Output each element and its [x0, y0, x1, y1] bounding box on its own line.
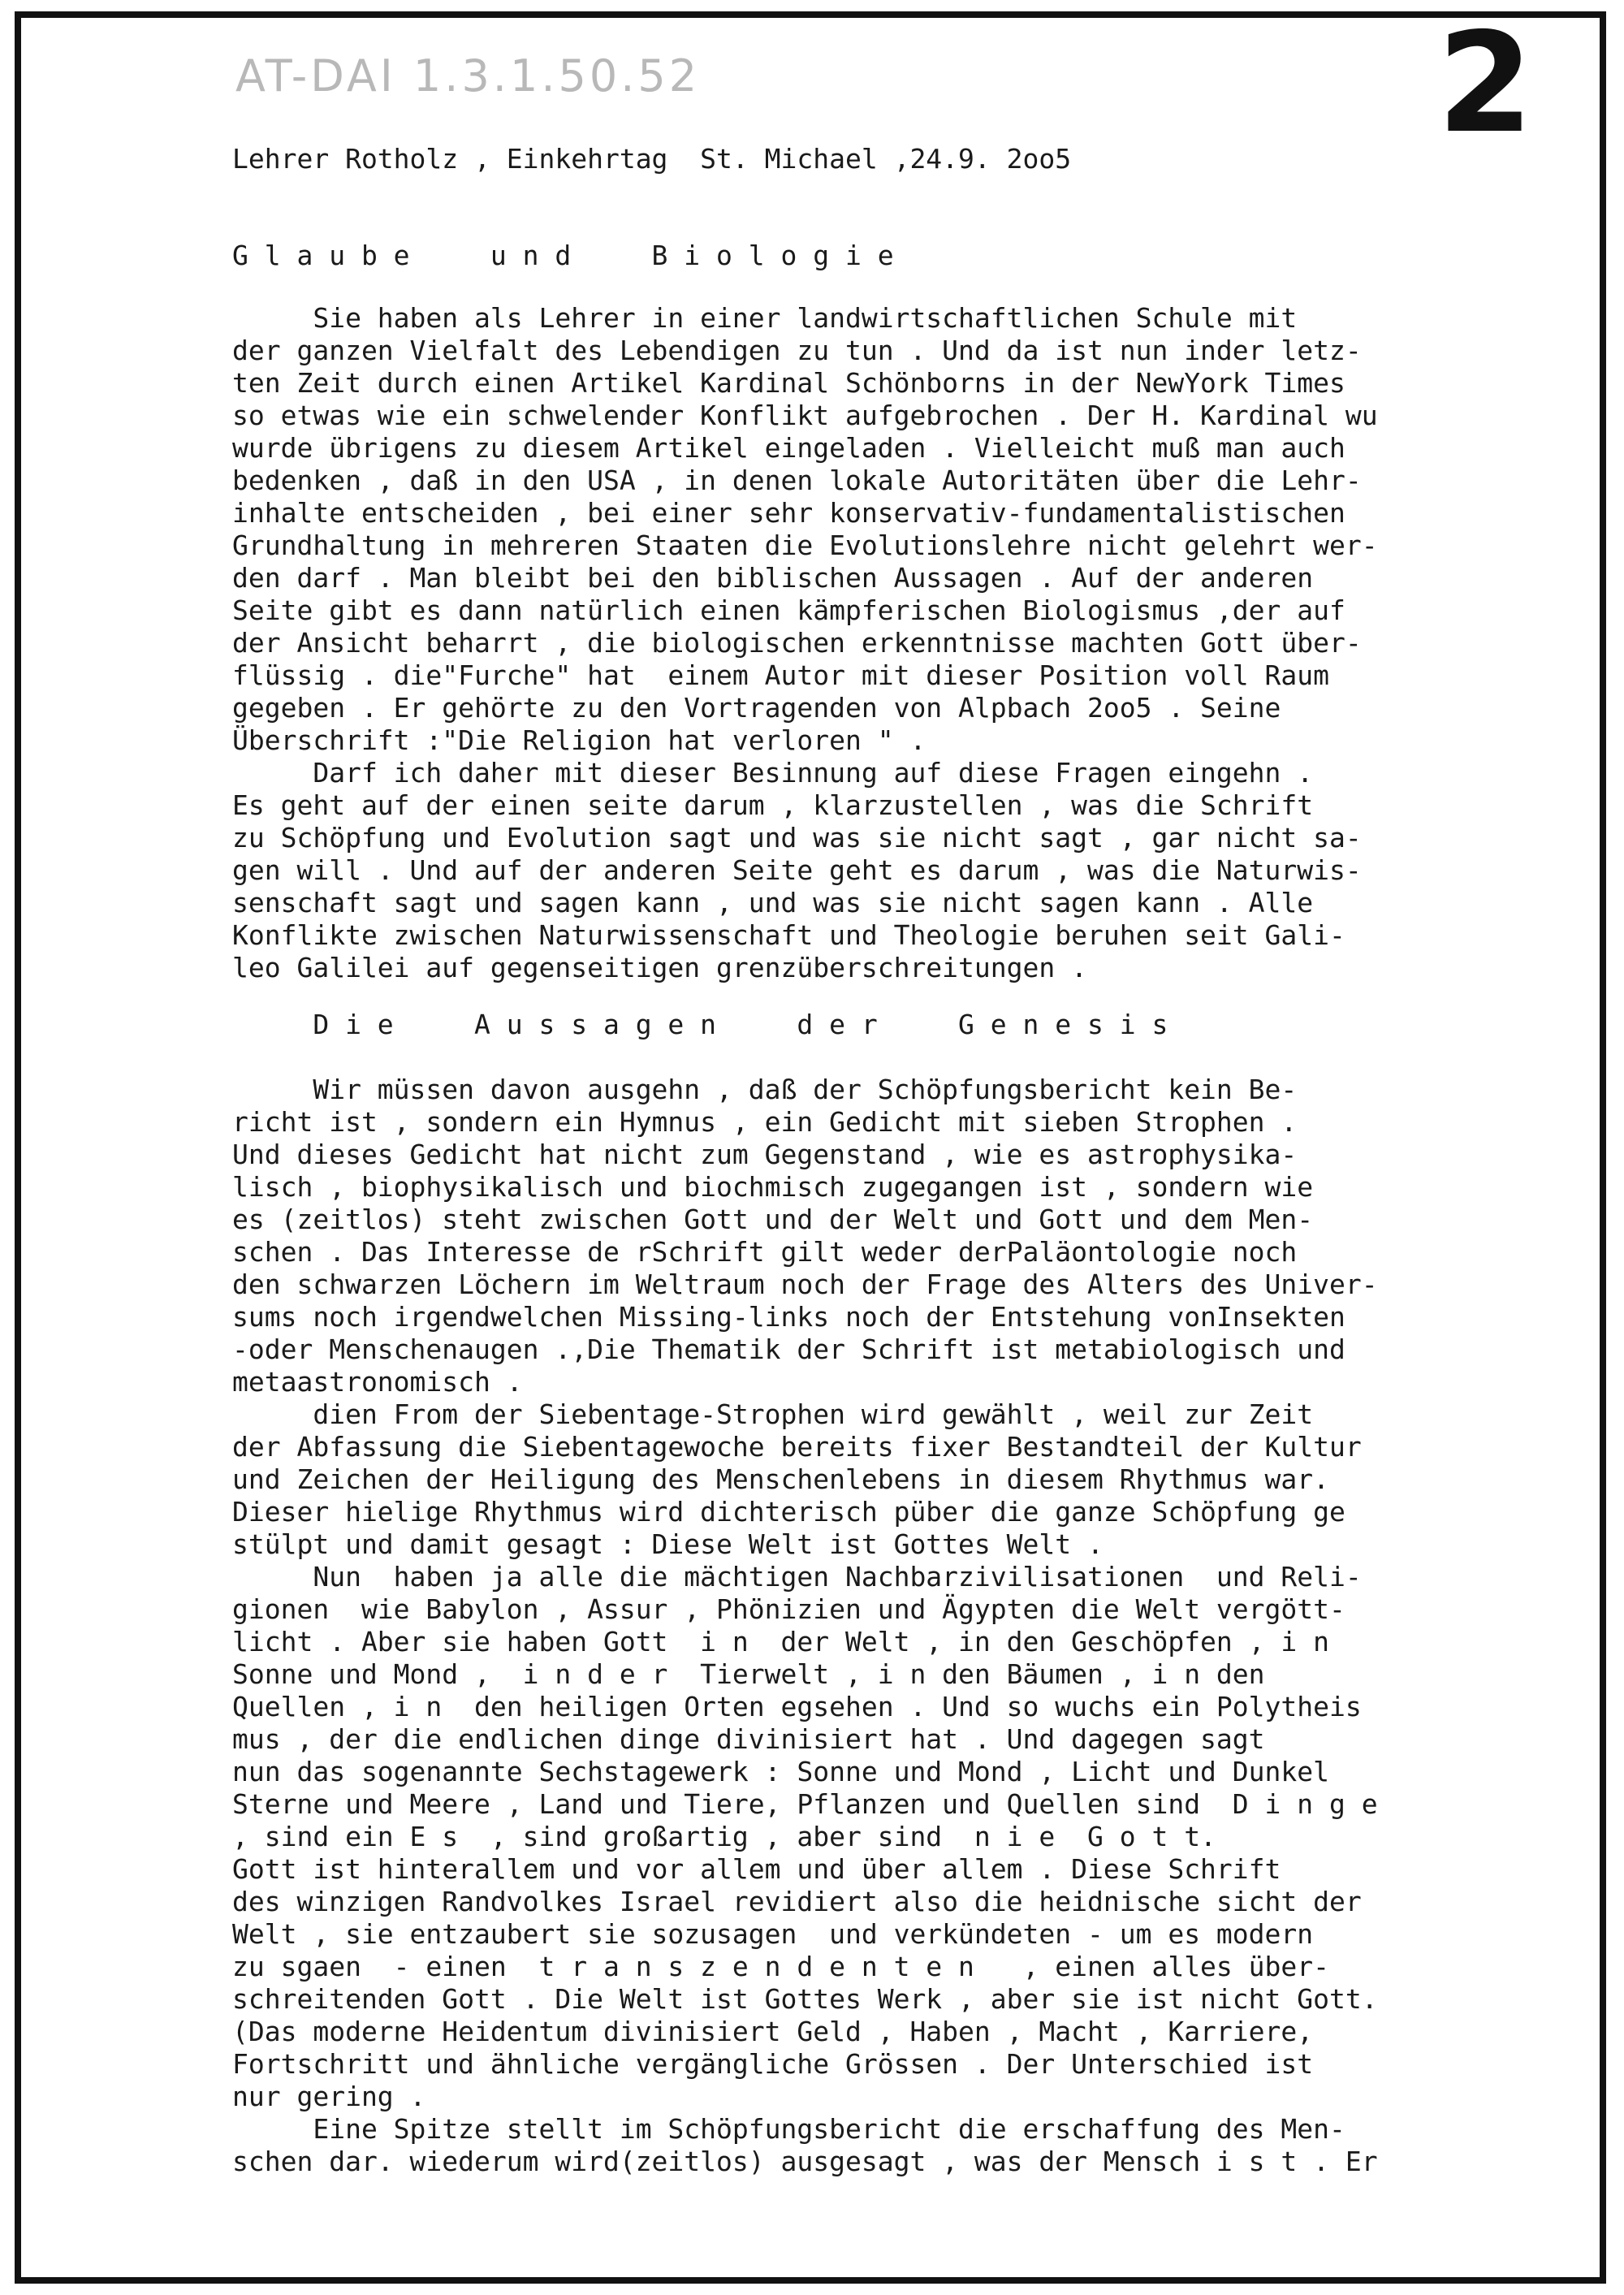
text-line: Sonne und Mond , i n d e r Tierwelt , i n den Bäumen , i n den	[232, 1658, 1265, 1690]
text-line: inhalte entscheiden , bei einer sehr konservativ-fundamentalistischen	[232, 497, 1345, 529]
text-line: Konflikte zwischen Naturwissenschaft und Theologie beruhen seit Gali-	[232, 919, 1345, 951]
text-line: den schwarzen Löchern im Weltraum noch der Frage des Alters des Univer-	[232, 1269, 1378, 1300]
text-line: bedenken , daß in den USA , in denen lokale Autoritäten über die Lehr-	[232, 465, 1362, 496]
text-line: Grundhaltung in mehreren Staaten die Evolutionslehre nicht gelehrt wer-	[232, 529, 1378, 561]
text-line: Fortschritt und ähnliche vergängliche Grössen . Der Unterschied ist	[232, 2048, 1314, 2080]
page-number: 2	[1437, 3, 1534, 164]
text-line: und Zeichen der Heiligung des Menschenlebens in diesem Rhythmus war.	[232, 1463, 1330, 1495]
section-1-body	[232, 302, 1378, 984]
text-line: -oder Menschenaugen .,Die Thematik der Schrift ist metabiologisch und	[232, 1333, 1345, 1365]
text-line: zu sgaen - einen t r a n s z e n d e n t e n , einen alles über-	[232, 1951, 1330, 1982]
section-2-heading: D i e A u s s a g e n d e r G e n e s i s	[232, 1009, 1168, 1040]
text-line: sums noch irgendwelchen Missing-links noch der Entstehung vonInsekten	[232, 1301, 1345, 1333]
text-line: , sind ein E s , sind großartig , aber sind n i e G o t t.	[232, 1821, 1216, 1852]
text-line: der Ansicht beharrt , die biologischen erkenntnisse machten Gott über-	[232, 627, 1362, 659]
text-line: dien From der Siebentage-Strophen wird gewählt , weil zur Zeit	[232, 1398, 1314, 1430]
text-line: ten Zeit durch einen Artikel Kardinal Schönborns in der NewYork Times	[232, 367, 1345, 399]
text-line: Sterne und Meere , Land und Tiere, Pflanzen und Quellen sind D i n g e	[232, 1788, 1378, 1820]
text-line: gegeben . Er gehörte zu den Vortragenden von Alpbach 2oo5 . Seine	[232, 692, 1281, 724]
text-line: Es geht auf der einen seite darum , klarzustellen , was die Schrift	[232, 789, 1314, 821]
text-line: (Das moderne Heidentum divinisiert Geld , Haben , Macht , Karriere,	[232, 2016, 1314, 2047]
text-line: schen dar. wiederum wird(zeitlos) ausgesagt , was der Mensch i s t . Er	[232, 2146, 1378, 2177]
text-line: richt ist , sondern ein Hymnus , ein Gedicht mit sieben Strophen .	[232, 1106, 1298, 1138]
text-line: mus , der die endlichen dinge divinisiert hat . Und dagegen sagt	[232, 1723, 1265, 1755]
text-line: Darf ich daher mit dieser Besinnung auf diese Fragen eingehn .	[232, 757, 1314, 789]
text-line: Nun haben ja alle die mächtigen Nachbarzivilisationen und Reli-	[232, 1561, 1362, 1593]
archive-signature-mark: AT-DAI 1.3.1.50.52	[235, 50, 701, 102]
text-line: Welt , sie entzaubert sie sozusagen und verkündeten - um es modern	[232, 1918, 1314, 1950]
text-line: leo Galilei auf gegenseitigen grenzüberschreitungen .	[232, 952, 1087, 983]
text-line: wurde übrigens zu diesem Artikel eingeladen . Vielleicht muß man auch	[232, 432, 1345, 464]
text-line: lisch , biophysikalisch und biochmisch zugegangen ist , sondern wie	[232, 1171, 1314, 1203]
text-line: Eine Spitze stellt im Schöpfungsbericht die erschaffung des Men-	[232, 2113, 1345, 2145]
text-line: Überschrift :"Die Religion hat verloren " .	[232, 724, 926, 756]
text-line: Quellen , i n den heiligen Orten egsehen . Und so wuchs ein Polytheis	[232, 1691, 1362, 1722]
text-line: Dieser hielige Rhythmus wird dichterisch püber die ganze Schöpfung ge	[232, 1496, 1345, 1528]
document-header: Lehrer Rotholz , Einkehrtag St. Michael ,24.9. 2oo5	[232, 143, 1072, 175]
text-line: schreitenden Gott . Die Welt ist Gottes Werk , aber sie ist nicht Gott.	[232, 1983, 1378, 2015]
text-line: nur gering .	[232, 2081, 426, 2112]
text-line: stülpt und damit gesagt : Diese Welt ist Gottes Welt .	[232, 1528, 1104, 1560]
section-2-body	[232, 1074, 1378, 2178]
text-line: es (zeitlos) steht zwischen Gott und der Welt und Gott und dem Men-	[232, 1204, 1314, 1235]
text-line: so etwas wie ein schwelender Konflikt aufgebrochen . Der H. Kardinal wu	[232, 400, 1378, 431]
text-line: des winzigen Randvolkes Israel revidiert also die heidnische sicht der	[232, 1886, 1362, 1917]
text-line: Sie haben als Lehrer in einer landwirtschaftlichen Schule mit	[232, 302, 1298, 334]
text-line: den darf . Man bleibt bei den biblischen Aussagen . Auf der anderen	[232, 562, 1314, 594]
text-line: Seite gibt es dann natürlich einen kämpferischen Biologismus ,der auf	[232, 594, 1345, 626]
text-line: nun das sogenannte Sechstagewerk : Sonne und Mond , Licht und Dunkel	[232, 1756, 1330, 1787]
text-line: zu Schöpfung und Evolution sagt und was sie nicht sagt , gar nicht sa-	[232, 822, 1362, 854]
document-title: G l a u b e u n d B i o l o g i e	[232, 240, 894, 271]
text-line: gionen wie Babylon , Assur , Phönizien und Ägypten die Welt vergött-	[232, 1593, 1345, 1625]
text-line: Gott ist hinterallem und vor allem und über allem . Diese Schrift	[232, 1853, 1281, 1885]
text-line: metaastronomisch .	[232, 1366, 523, 1398]
text-line: flüssig . die"Furche" hat einem Autor mit dieser Position voll Raum	[232, 659, 1330, 691]
text-line: schen . Das Interesse de rSchrift gilt weder derPaläontologie noch	[232, 1236, 1298, 1268]
text-line: licht . Aber sie haben Gott i n der Welt , in den Geschöpfen , i n	[232, 1626, 1330, 1658]
text-line: senschaft sagt und sagen kann , und was sie nicht sagen kann . Alle	[232, 887, 1314, 918]
text-line: der ganzen Vielfalt des Lebendigen zu tun . Und da ist nun inder letz-	[232, 335, 1362, 366]
text-line: der Abfassung die Siebentagewoche bereits fixer Bestandteil der Kultur	[232, 1431, 1362, 1463]
text-line: gen will . Und auf der anderen Seite geht es darum , was die Naturwis-	[232, 854, 1362, 886]
text-line: Und dieses Gedicht hat nicht zum Gegenstand , wie es astrophysika-	[232, 1139, 1298, 1170]
text-line: Wir müssen davon ausgehn , daß der Schöpfungsbericht kein Be-	[232, 1074, 1298, 1105]
